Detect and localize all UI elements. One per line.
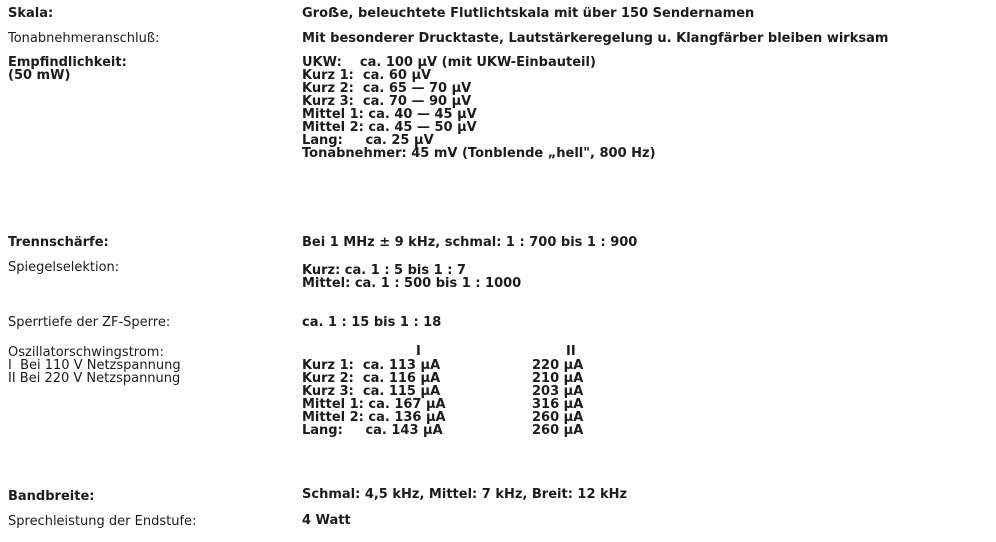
cell-ii: 260 μA xyxy=(532,423,584,438)
cell-ii: 203 μA xyxy=(532,384,584,399)
empf-line: UKW: ca. 100 μV (mit UKW-Einbauteil) xyxy=(302,55,596,70)
empf-line: Mittel 2: ca. 45 — 50 μV xyxy=(302,120,477,135)
value-spiegelselektion xyxy=(302,264,521,290)
empf-line: Mittel 1: ca. 40 — 45 μV xyxy=(302,107,477,122)
empf-line: Kurz 3: ca. 70 — 90 μV xyxy=(302,94,472,109)
label-skala: Skala: xyxy=(8,6,54,21)
cell-ii: 316 μA xyxy=(532,397,584,412)
cell-i: Kurz 3: ca. 115 μA xyxy=(302,384,441,399)
oszillator-header-row xyxy=(302,345,583,359)
spiegel-line: Mittel: ca. 1 : 500 bis 1 : 1000 xyxy=(302,276,522,291)
label-oszillator: Oszillatorschwingstrom: xyxy=(8,345,164,360)
column-header-i: I xyxy=(416,344,421,359)
label-bandbreite: Bandbreite: xyxy=(8,489,95,504)
sublabel-oszillator-220v: II Bei 220 V Netzspannung xyxy=(8,371,181,386)
value-trennschaerfe: Bei 1 MHz ± 9 kHz, schmal: 1 : 700 bis 1 : 900 xyxy=(302,235,638,250)
spiegel-line: Kurz: ca. 1 : 5 bis 1 : 7 xyxy=(302,263,466,278)
cell-ii: 210 μA xyxy=(532,371,584,386)
empf-line: Kurz 2: ca. 65 — 70 μV xyxy=(302,81,472,96)
value-empfindlichkeit xyxy=(302,56,656,160)
label-tonabnehmer: Tonabnehmeranschluß: xyxy=(8,31,160,46)
value-skala: Groẞe, beleuchtete Flutlichtskala mit über 150 Sendernamen xyxy=(302,6,755,21)
column-header-ii: II xyxy=(566,344,576,359)
cell-ii: 260 μA xyxy=(532,410,584,425)
cell-i: Kurz 2: ca. 116 μA xyxy=(302,371,441,386)
label-spiegelselektion: Spiegelselektion: xyxy=(8,260,120,275)
cell-i: Kurz 1: ca. 113 μA xyxy=(302,358,441,373)
cell-i: Mittel 2: ca. 136 μA xyxy=(302,410,446,425)
value-zf-sperre: ca. 1 : 15 bis 1 : 18 xyxy=(302,315,442,330)
empf-line: Lang: ca. 25 μV xyxy=(302,133,434,148)
cell-ii: 220 μA xyxy=(532,358,584,373)
table-row xyxy=(302,424,583,437)
label-sprechleistung: Sprechleistung der Endstufe: xyxy=(8,514,197,529)
label-empfindlichkeit: Empfindlichkeit: xyxy=(8,55,127,70)
value-tonabnehmer: Mit besonderer Drucktaste, Lautstärkeregelung u. Klangfärber bleiben wirksam xyxy=(302,31,889,46)
oszillator-table xyxy=(302,345,583,437)
sublabel-empfindlichkeit: (50 mW) xyxy=(8,68,71,83)
empf-line: Tonabnehmer: 45 mV (Tonblende „hell", 800 Hz) xyxy=(302,146,656,161)
cell-i: Lang: ca. 143 μA xyxy=(302,423,443,438)
empf-line: Kurz 1: ca. 60 μV xyxy=(302,68,432,83)
label-zf-sperre: Sperrtiefe der ZF-Sperre: xyxy=(8,315,171,330)
value-bandbreite: Schmal: 4,5 kHz, Mittel: 7 kHz, Breit: 12 kHz xyxy=(302,487,628,502)
value-sprechleistung: 4 Watt xyxy=(302,513,351,528)
cell-i: Mittel 1: ca. 167 μA xyxy=(302,397,446,412)
sublabel-oszillator-110v: I Bei 110 V Netzspannung xyxy=(8,358,181,373)
label-trennschaerfe: Trennschärfe: xyxy=(8,235,109,250)
